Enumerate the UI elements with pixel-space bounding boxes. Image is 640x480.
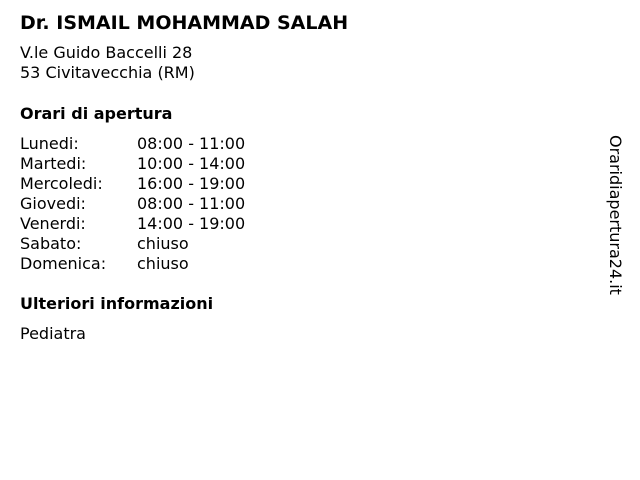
hours-row-sunday	[20, 254, 245, 274]
hours-row-thursday	[20, 194, 245, 214]
day-hours: 08:00 - 11:00	[137, 194, 246, 213]
hours-row-tuesday	[20, 154, 245, 174]
day-label: Sabato:	[20, 234, 82, 253]
additional-info-title: Ulteriori informazioni	[20, 294, 214, 313]
day-hours: chiuso	[137, 254, 189, 273]
day-label: Lunedi:	[20, 134, 79, 153]
day-hours: 14:00 - 19:00	[137, 214, 246, 233]
day-label: Venerdi:	[20, 214, 86, 233]
site-watermark: Oraridiapertura24.it	[606, 135, 625, 295]
additional-info-text: Pediatra	[20, 324, 86, 343]
opening-hours-title: Orari di apertura	[20, 104, 173, 123]
hours-row-wednesday	[20, 174, 245, 194]
day-label: Giovedi:	[20, 194, 86, 213]
hours-row-monday	[20, 134, 245, 154]
day-label: Mercoledi:	[20, 174, 103, 193]
day-hours: chiuso	[137, 234, 189, 253]
day-hours: 08:00 - 11:00	[137, 134, 246, 153]
opening-hours-list	[20, 134, 245, 274]
day-label: Domenica:	[20, 254, 107, 273]
hours-row-friday	[20, 214, 245, 234]
day-hours: 16:00 - 19:00	[137, 174, 246, 193]
day-label: Martedi:	[20, 154, 87, 173]
day-hours: 10:00 - 14:00	[137, 154, 246, 173]
doctor-name: Dr. ISMAIL MOHAMMAD SALAH	[20, 12, 349, 34]
hours-row-saturday	[20, 234, 245, 254]
address-block	[20, 43, 195, 83]
address-street: V.le Guido Baccelli 28	[20, 43, 193, 62]
address-city: 53 Civitavecchia (RM)	[20, 63, 195, 82]
